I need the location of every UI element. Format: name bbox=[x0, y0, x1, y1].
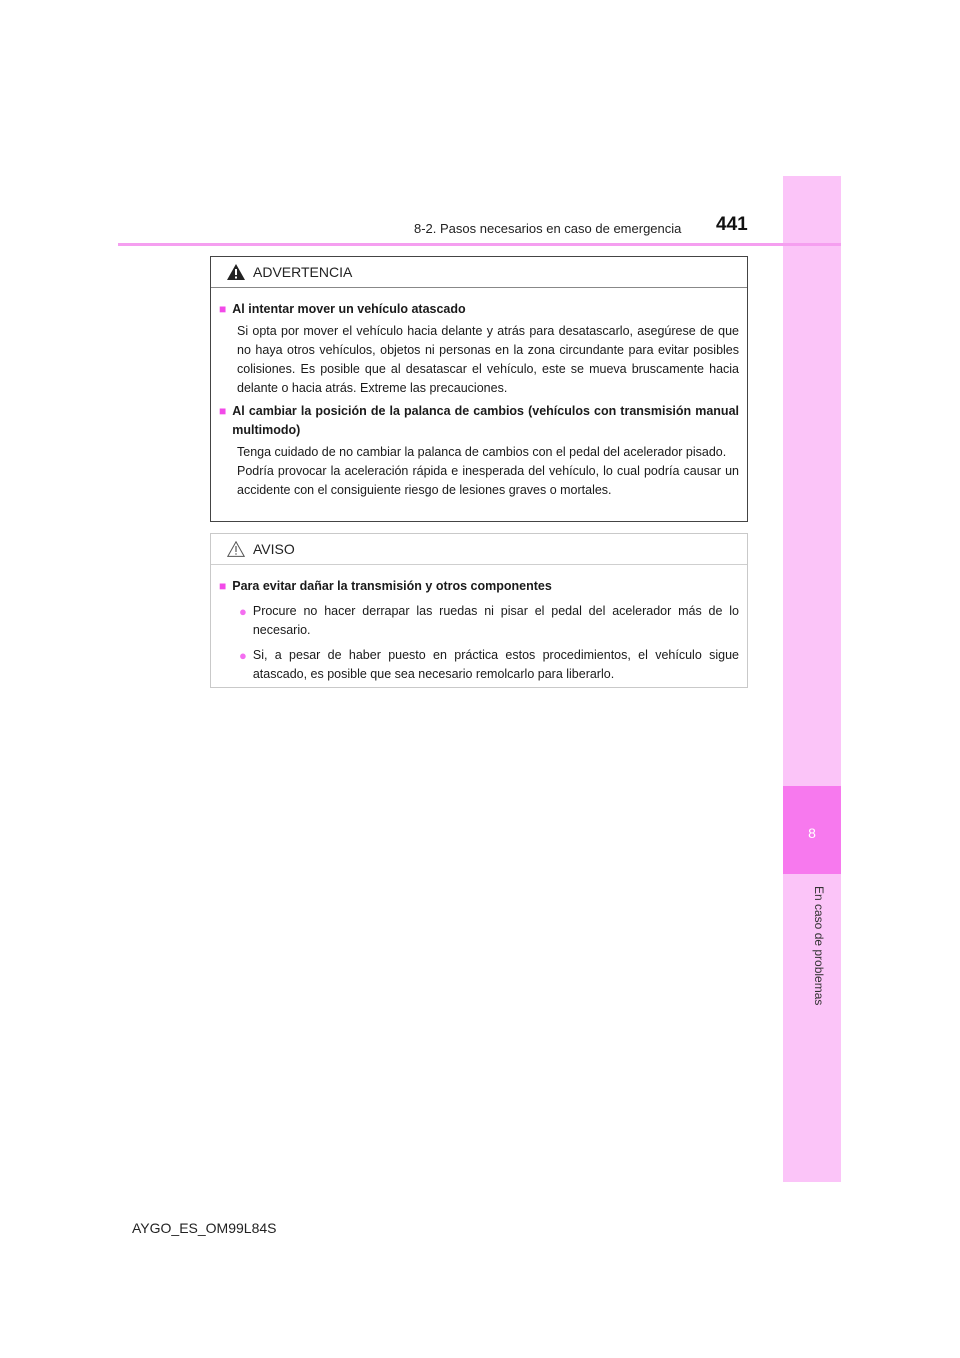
notice-title: AVISO bbox=[253, 541, 295, 557]
warning-item-title: ■ Al intentar mover un vehículo atascado bbox=[219, 300, 739, 319]
pink-square-icon: ■ bbox=[219, 302, 227, 316]
pink-square-icon: ■ bbox=[219, 579, 227, 593]
notice-header bbox=[211, 534, 747, 565]
header-divider bbox=[118, 243, 841, 246]
warning-triangle-icon bbox=[227, 264, 245, 280]
document-code: AYGO_ES_OM99L84S bbox=[132, 1220, 277, 1236]
warning-item-text: Tenga cuidado de no cambiar la palanca de cambios con el pedal del acelerador pisado. Podría provocar la aceleración rápida e inesperada del vehículo, lo cual podría causar un accidente con el consiguiente riesgo de lesiones graves o mortales. bbox=[237, 445, 739, 497]
notice-box bbox=[210, 533, 748, 688]
header-section-title: 8-2. Pasos necesarios en caso de emergencia bbox=[414, 221, 682, 236]
bullet-icon: ● bbox=[239, 648, 247, 663]
bullet-icon: ● bbox=[239, 604, 247, 619]
chapter-number: 8 bbox=[808, 825, 816, 841]
warning-item-title: ■ Al cambiar la posición de la palanca de cambios (vehículos con transmisión manual multimodo) bbox=[219, 402, 739, 440]
warning-box bbox=[210, 256, 748, 522]
notice-bullet: ● Procure no hacer derrapar las ruedas ni pisar el pedal del acelerador más de lo necesario. bbox=[239, 602, 739, 640]
caution-triangle-icon bbox=[227, 541, 245, 557]
notice-bullet: ● Si, a pesar de haber puesto en práctica estos procedimientos, el vehículo sigue atascado, es posible que sea necesario remolcarlo para liberarlo. bbox=[239, 646, 739, 684]
chapter-title: En caso de problemas bbox=[812, 886, 826, 1006]
pink-square-icon: ■ bbox=[219, 404, 227, 418]
chapter-side-tab bbox=[783, 176, 841, 1182]
notice-item-title: ■ Para evitar dañar la transmisión y otros componentes bbox=[219, 577, 739, 596]
warning-header bbox=[211, 257, 747, 288]
page-number: 441 bbox=[716, 214, 748, 235]
warning-item-text: Si opta por mover el vehículo hacia delante y atrás para desatascarlo, asegúrese de que no haya otros vehículos, objetos ni personas en la zona circundante para evitar posibles colisiones. Es posible que al desatascar el vehículo, este se mueva bruscamente hacia delante o hacia atrás. Extreme las precauciones. bbox=[237, 324, 739, 395]
warning-title: ADVERTENCIA bbox=[253, 264, 353, 280]
